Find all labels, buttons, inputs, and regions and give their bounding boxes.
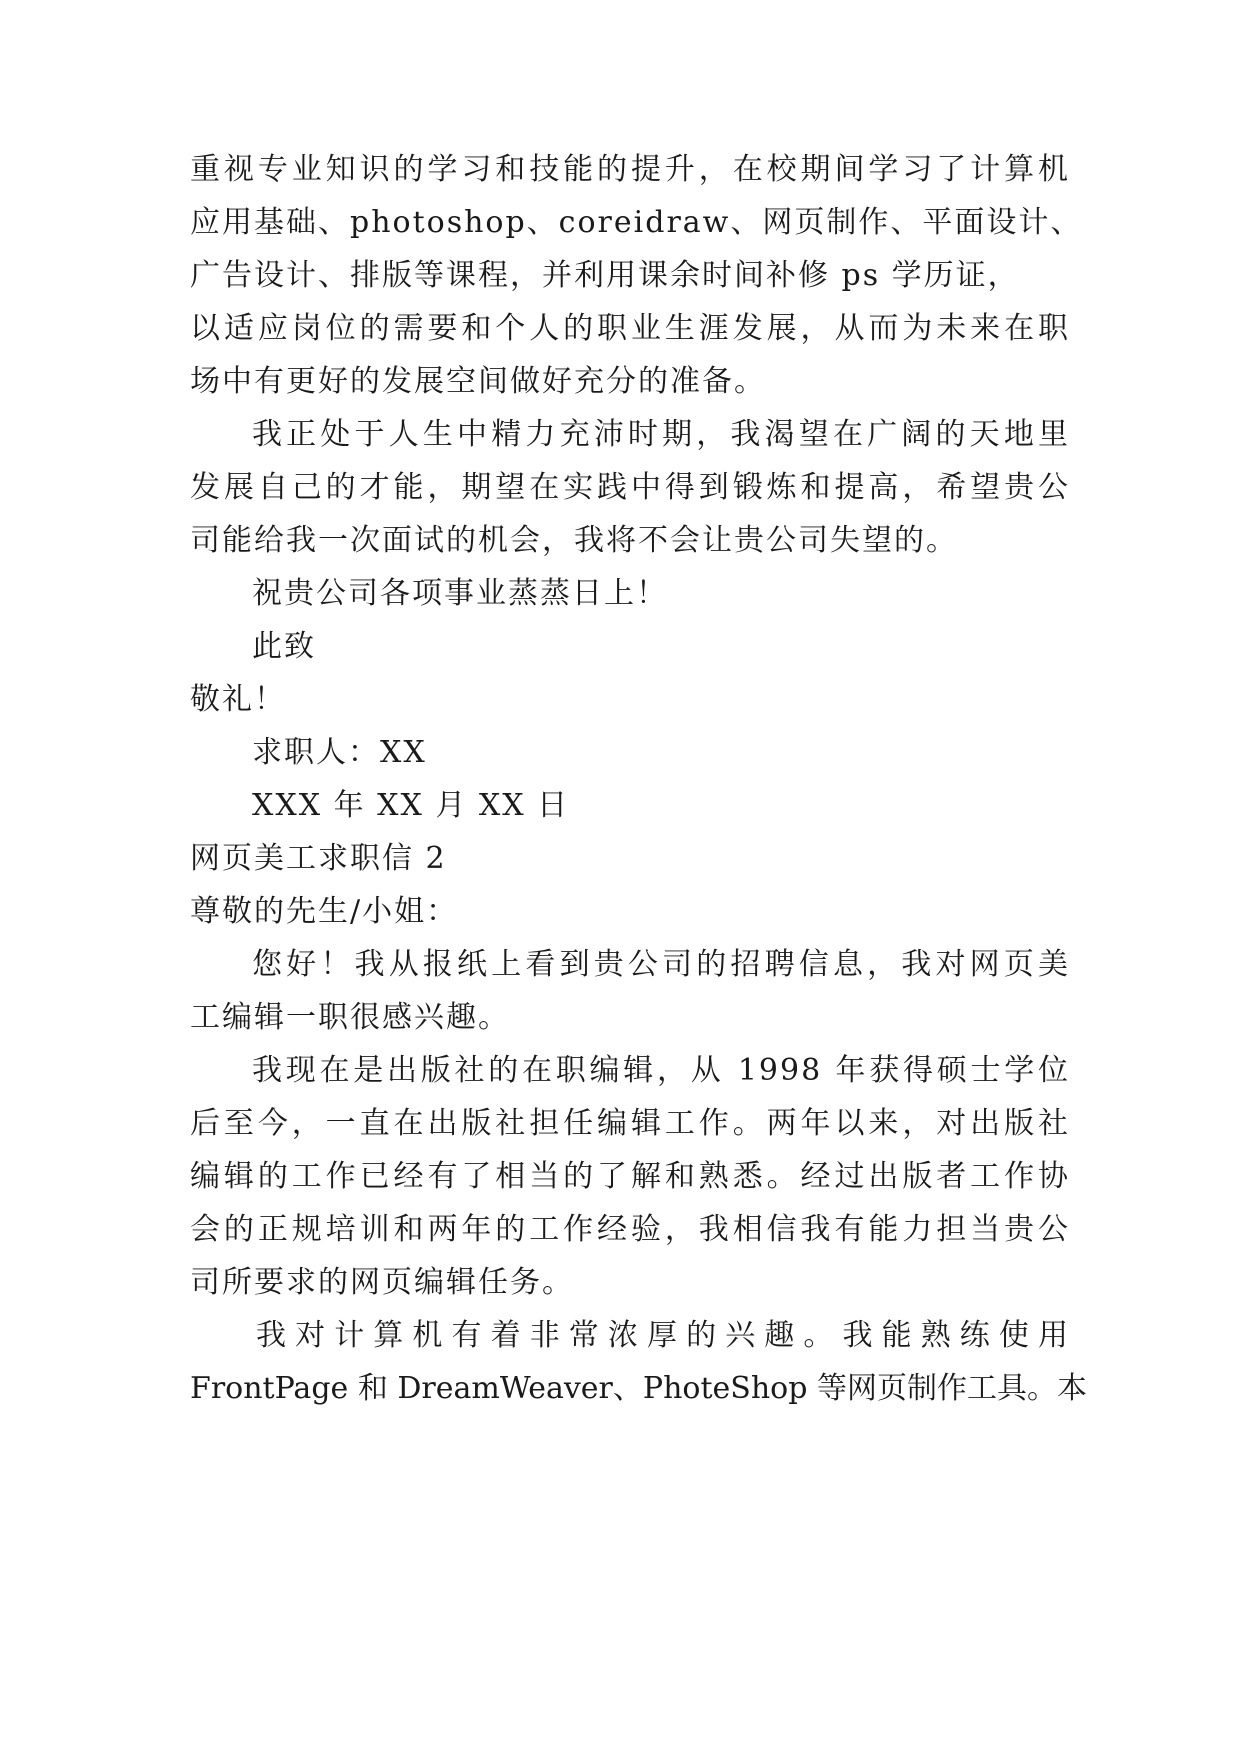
paragraph-line: 后至今，一直在出版社担任编辑工作。两年以来，对出版社	[190, 1106, 1070, 1141]
closing-wish: 祝贵公司各项事业蒸蒸日上！	[252, 576, 668, 611]
paragraph-line: 我正处于人生中精力充沛时期，我渴望在广阔的天地里	[252, 417, 1070, 452]
letter-date: XXX 年 XX 月 XX 日	[252, 788, 570, 823]
paragraph-line: 场中有更好的发展空间做好充分的准备。	[190, 364, 766, 399]
closing-salutation: 此致	[252, 629, 316, 664]
paragraph-line: 司所要求的网页编辑任务。	[190, 1265, 574, 1300]
paragraph-line: FrontPage 和 DreamWeaver、PhoteShop 等网页制作工具。本	[190, 1371, 1087, 1406]
paragraph-line: 重视专业知识的学习和技能的提升，在校期间学习了计算机	[190, 152, 1070, 187]
paragraph-line: 会的正规培训和两年的工作经验，我相信我有能力担当贵公	[190, 1212, 1070, 1247]
paragraph-line: 编辑的工作已经有了相当的了解和熟悉。经过出版者工作协	[190, 1159, 1070, 1194]
paragraph-line: 广告设计、排版等课程，并利用课余时间补修 ps 学历证，	[190, 258, 1020, 293]
paragraph-line: 司能给我一次面试的机会，我将不会让贵公司失望的。	[190, 523, 958, 558]
paragraph-line: 发展自己的才能，期望在实践中得到锻炼和提高，希望贵公	[190, 470, 1070, 505]
closing-regards: 敬礼！	[190, 682, 286, 717]
paragraph-line: 您好！我从报纸上看到贵公司的招聘信息，我对网页美	[252, 947, 1070, 982]
paragraph-line: 应用基础、photoshop、coreidraw、网页制作、平面设计、	[190, 205, 1083, 240]
paragraph-line: 我对计算机有着非常浓厚的兴趣。我能熟练使用	[256, 1318, 1070, 1353]
paragraph-line: 工编辑一职很感兴趣。	[190, 1000, 510, 1035]
greeting: 尊敬的先生/小姐：	[190, 894, 459, 929]
section-title: 网页美工求职信 2	[190, 841, 447, 876]
paragraph-line: 以适应岗位的需要和个人的职业生涯发展，从而为未来在职	[190, 311, 1070, 346]
paragraph-line: 我现在是出版社的在职编辑，从 1998 年获得硕士学位	[252, 1053, 1070, 1088]
applicant-signature: 求职人：XX	[252, 735, 427, 770]
